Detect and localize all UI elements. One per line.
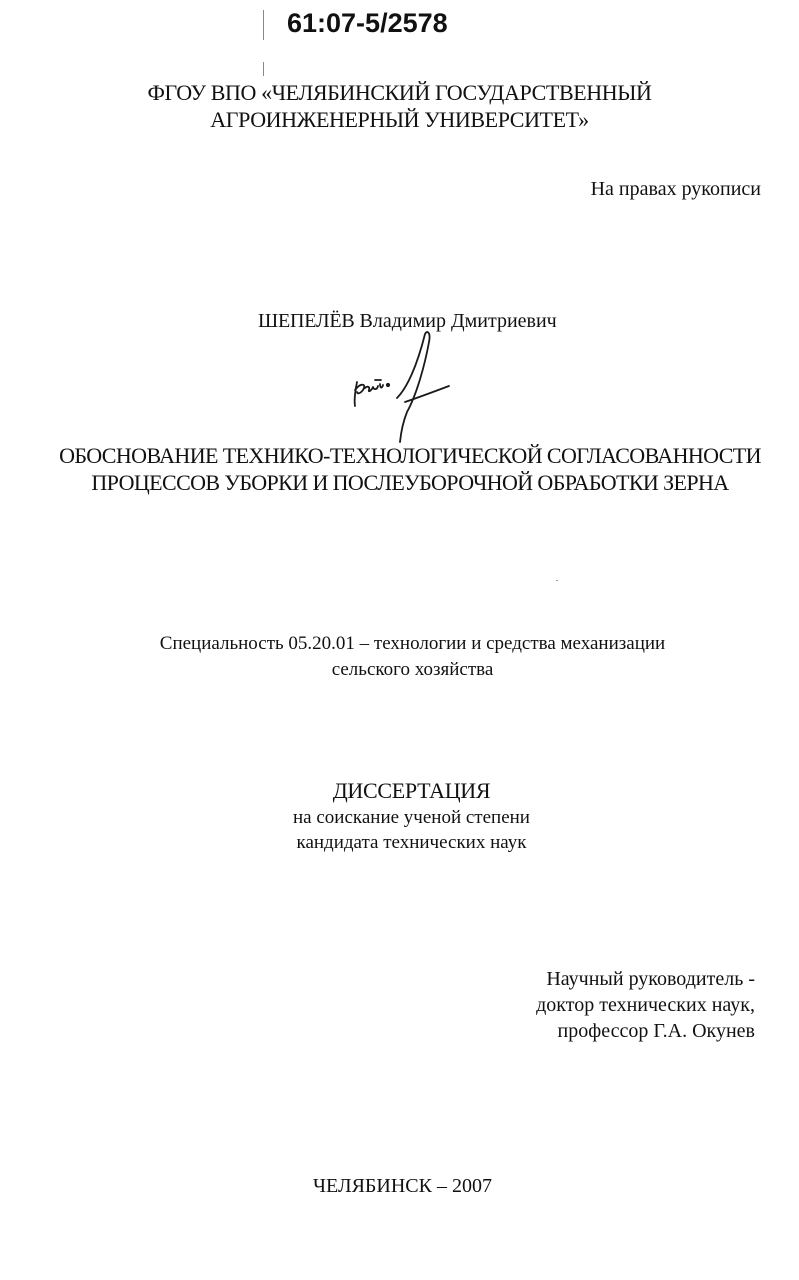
degree-line-2: кандидата технических наук bbox=[296, 832, 527, 853]
specialty bbox=[13, 631, 799, 683]
supervisor-line-3: профессор Г.А. Окунев bbox=[557, 1020, 755, 1042]
scan-speck bbox=[556, 580, 558, 581]
scientific-supervisor bbox=[536, 966, 755, 1044]
author-given-names: Владимир Дмитриевич bbox=[359, 310, 557, 332]
dissertation-title bbox=[0, 442, 799, 496]
degree-statement bbox=[12, 777, 799, 855]
degree-line-1: на соискание ученой степени bbox=[293, 807, 530, 828]
manuscript-note: На правах рукописи bbox=[590, 178, 761, 200]
supervisor-line-2: доктор технических наук, bbox=[536, 994, 755, 1016]
institution-line-2: АГРОИНЖЕНЕРНЫЙ УНИВЕРСИТЕТ» bbox=[210, 107, 589, 132]
specialty-line-2: сельского хозяйства bbox=[331, 659, 494, 680]
archive-code: 61:07-5/2578 bbox=[287, 8, 448, 38]
institution-line-1: ФГОУ ВПО «ЧЕЛЯБИНСКИЙ ГОСУДАРСТВЕННЫЙ bbox=[147, 80, 652, 105]
specialty-line-1: Специальность 05.20.01 – технологии и средства механизации bbox=[159, 633, 666, 654]
scan-mark-lower bbox=[263, 62, 264, 76]
institution-name bbox=[0, 79, 799, 133]
author-surname: ШЕПЕЛЁВ bbox=[258, 310, 355, 332]
supervisor-line-1: Научный руководитель - bbox=[546, 968, 755, 990]
title-line-2: ПРОЦЕССОВ УБОРКИ И ПОСЛЕУБОРОЧНОЙ ОБРАБОТКИ ЗЕРНА bbox=[91, 470, 729, 495]
document-type: ДИССЕРТАЦИЯ bbox=[332, 778, 491, 803]
city-year: ЧЕЛЯБИНСК – 2007 bbox=[313, 1175, 492, 1197]
title-line-1: ОБОСНОВАНИЕ ТЕХНИКО-ТЕХНОЛОГИЧЕСКОЙ СОГЛАСОВАННОСТИ bbox=[59, 443, 761, 468]
handwritten-signature bbox=[345, 330, 455, 445]
scan-mark-upper bbox=[263, 10, 264, 40]
